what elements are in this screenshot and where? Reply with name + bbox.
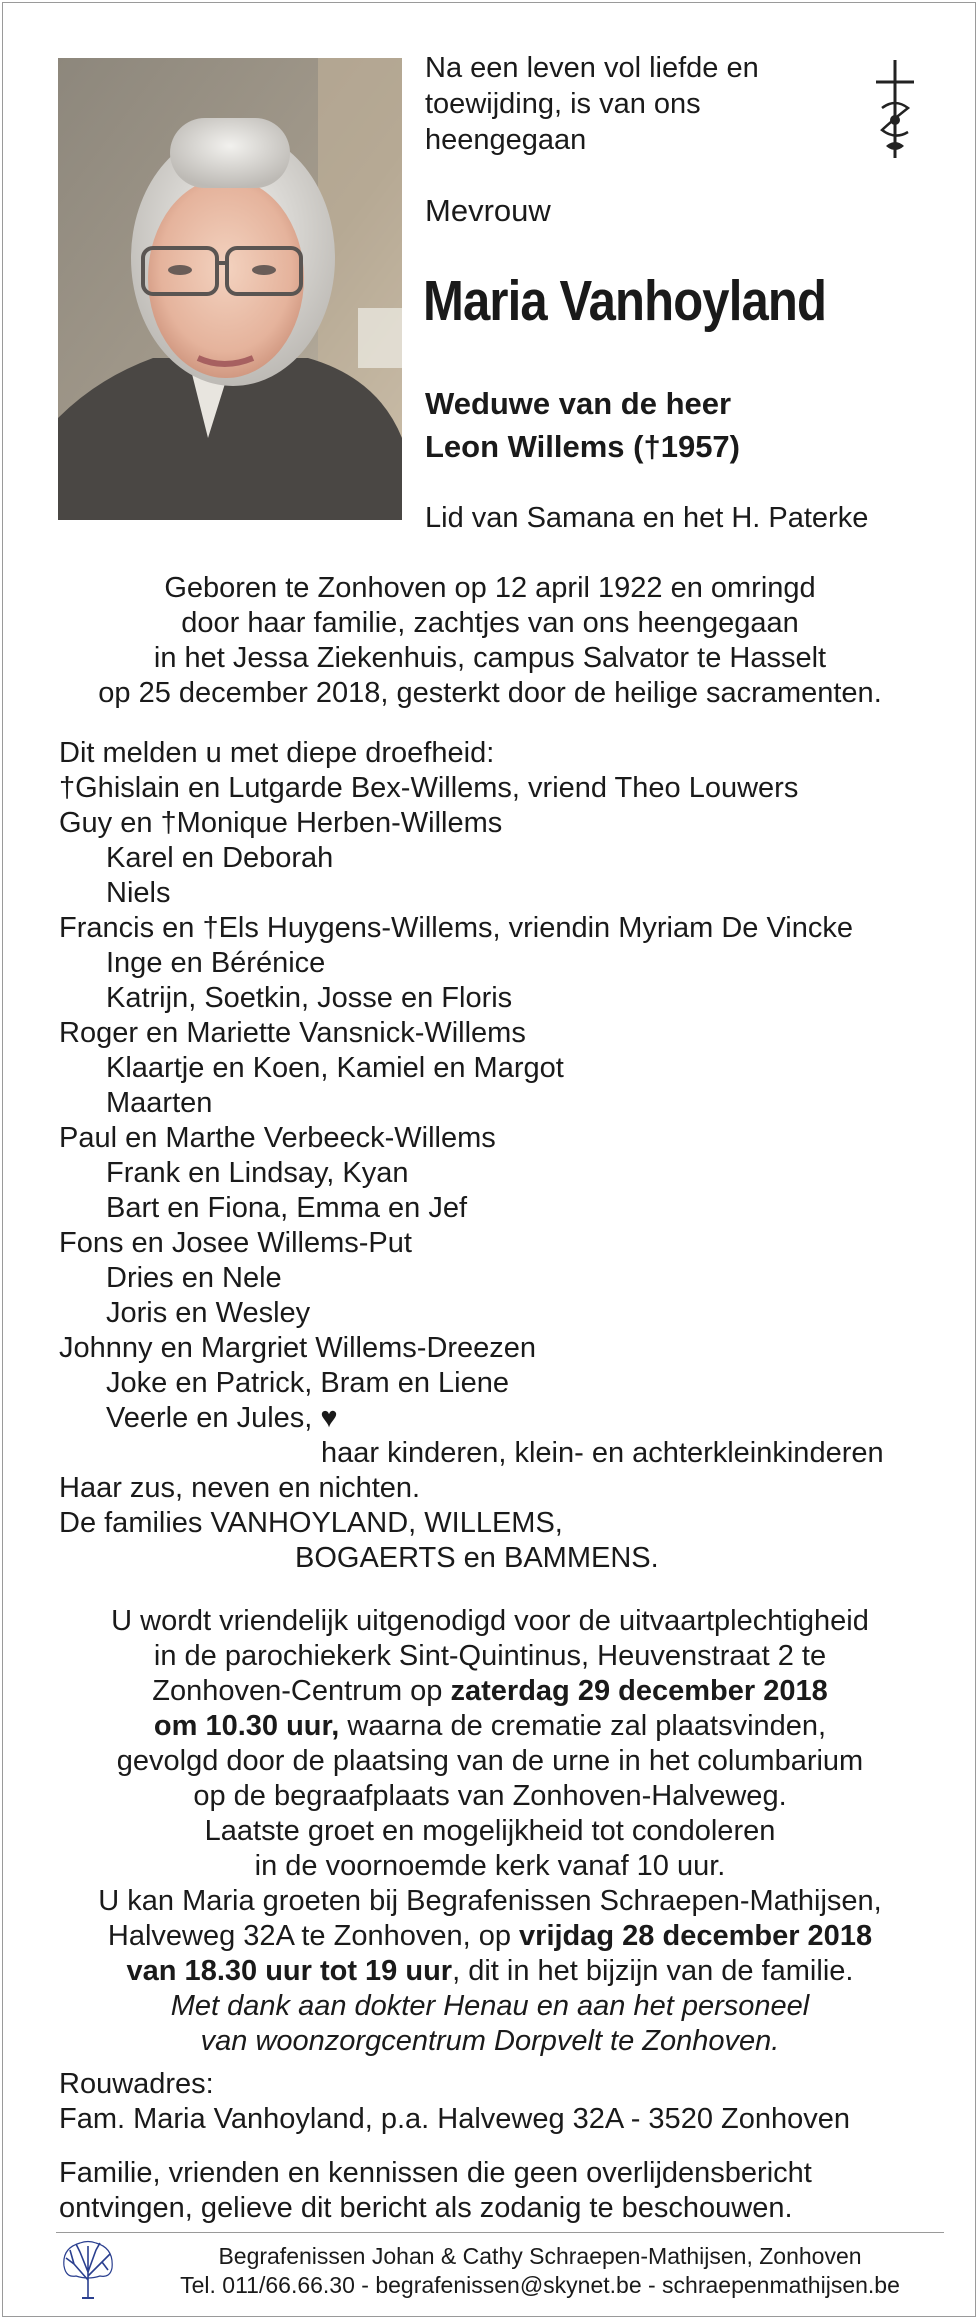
address-value: Fam. Maria Vanhoyland, p.a. Halveweg 32A - 3520 Zonhoven (59, 2103, 850, 2135)
intro-line: toewijding, is van ons (425, 88, 701, 120)
family-line: Haar zus, neven en nichten. (59, 1472, 421, 1504)
family-line: Guy en †Monique Herben-Willems (59, 807, 503, 839)
ceremony-line: in de parochiekerk Sint-Quintinus, Heuvenstraat 2 te (153, 1640, 827, 1672)
family-line: Niels (106, 877, 171, 909)
ceremony-text: Zonhoven-Centrum op (152, 1675, 451, 1707)
notice-line: ontvingen, gelieve dit bericht als zodanig te beschouwen. (59, 2192, 793, 2224)
family-line: Klaartje en Koen, Kamiel en Margot (106, 1052, 564, 1084)
visitation-time: van 18.30 uur tot 19 uur (126, 1955, 453, 1987)
family-line: Fons en Josee Willems-Put (59, 1227, 412, 1259)
birth-line: door haar familie, zachtjes van ons heengegaan (181, 607, 799, 639)
ceremony-text: , dit in het bijzijn van de familie. (452, 1955, 854, 1987)
birth-line: Geboren te Zonhoven op 12 april 1922 en omringd (164, 572, 816, 604)
membership-text: Lid van Samana en het H. Paterke (425, 502, 869, 534)
ceremony-line: U kan Maria groeten bij Begrafenissen Schraepen-Mathijsen, (98, 1885, 882, 1917)
title-text: Mevrouw (425, 193, 551, 228)
funeral-home-name: Begrafenissen Johan & Cathy Schraepen-Mathijsen, Zonhoven (218, 2243, 862, 2269)
ceremony-line (30, 1989, 950, 2024)
ceremony-line: in de voornoemde kerk vanaf 10 uur. (254, 1850, 726, 1882)
footer-divider (56, 2232, 944, 2233)
family-line: Roger en Mariette Vansnick-Willems (59, 1017, 526, 1049)
thanks-text: Met dank aan dokter Henau en aan het personeel (170, 1990, 810, 2022)
ceremony-line (30, 1954, 950, 1989)
family-line: BOGAERTS en BAMMENS. (295, 1542, 659, 1574)
family-line: Katrijn, Soetkin, Josse en Floris (106, 982, 513, 1014)
ceremony-line (30, 2024, 950, 2059)
family-line: Bart en Fiona, Emma en Jef (106, 1192, 468, 1224)
ceremony-line (30, 1674, 950, 1709)
ceremony-line (30, 1919, 950, 1954)
ceremony-line: gevolgd door de plaatsing van de urne in het columbarium (116, 1745, 864, 1777)
visitation-date: vrijdag 28 december 2018 (519, 1920, 873, 1952)
widow-line: Weduwe van de heer (425, 386, 732, 421)
ceremony-paragraph (30, 1604, 950, 2059)
family-line: Dries en Nele (106, 1262, 282, 1294)
family-line: Dit melden u met diepe droefheid: (59, 737, 495, 769)
ceremony-text: Halveweg 32A te Zonhoven, op (107, 1920, 520, 1952)
family-line: Veerle en Jules, ♥ (106, 1402, 338, 1434)
cross-icon (872, 58, 918, 162)
birth-line: in het Jessa Ziekenhuis, campus Salvator te Hasselt (153, 642, 827, 674)
family-line: Joris en Wesley (106, 1297, 311, 1329)
funeral-time: om 10.30 uur, (153, 1710, 340, 1742)
family-line: Francis en †Els Huygens-Willems, vriendin Myriam De Vincke (59, 912, 853, 944)
family-line: Frank en Lindsay, Kyan (106, 1157, 409, 1189)
notice-line: Familie, vrienden en kennissen die geen overlijdensbericht (59, 2157, 812, 2189)
widow-line: Leon Willems (†1957) (425, 429, 740, 464)
ceremony-line: U wordt vriendelijk uitgenodigd voor de uitvaartplechtigheid (111, 1605, 869, 1637)
thanks-text: van woonzorgcentrum Dorpvelt te Zonhoven. (200, 2025, 780, 2057)
birth-paragraph (30, 571, 950, 711)
family-line: Paul en Marthe Verbeeck-Willems (59, 1122, 496, 1154)
family-line: haar kinderen, klein- en achterkleinkinderen (321, 1437, 884, 1469)
intro-line: heengegaan (425, 124, 587, 156)
family-line: Maarten (106, 1087, 213, 1119)
family-line: Joke en Patrick, Bram en Liene (106, 1367, 509, 1399)
widow-text (425, 382, 740, 468)
notice-text (59, 2156, 812, 2226)
mourning-address (59, 2067, 850, 2137)
family-line: Inge en Bérénice (106, 947, 326, 979)
ceremony-line: op de begraafplaats van Zonhoven-Halveweg. (193, 1780, 787, 1812)
ceremony-text: waarna de crematie zal plaatsvinden, (339, 1710, 827, 1742)
birth-line: op 25 december 2018, gesterkt door de heilige sacramenten. (98, 677, 882, 709)
family-line: †Ghislain en Lutgarde Bex-Willems, vriend Theo Louwers (59, 772, 799, 804)
deceased-name: Maria Vanhoyland (423, 269, 827, 333)
address-label: Rouwadres: (59, 2068, 214, 2100)
funeral-date: zaterdag 29 december 2018 (450, 1675, 828, 1707)
family-line: De families VANHOYLAND, WILLEMS, (59, 1507, 563, 1539)
funeral-home-info (130, 2242, 950, 2300)
intro-text (425, 50, 759, 158)
ceremony-line (30, 1709, 950, 1744)
portrait-photo (58, 58, 402, 520)
funeral-home-contact: Tel. 011/66.66.30 - begrafenissen@skynet.be - schraepenmathijsen.be (180, 2272, 900, 2298)
family-line: Karel en Deborah (106, 842, 334, 874)
tree-logo-icon (60, 2240, 116, 2300)
family-list (59, 736, 939, 1576)
intro-line: Na een leven vol liefde en (425, 52, 759, 84)
family-line: Johnny en Margriet Willems-Dreezen (59, 1332, 537, 1364)
ceremony-line: Laatste groet en mogelijkheid tot condoleren (204, 1815, 776, 1847)
